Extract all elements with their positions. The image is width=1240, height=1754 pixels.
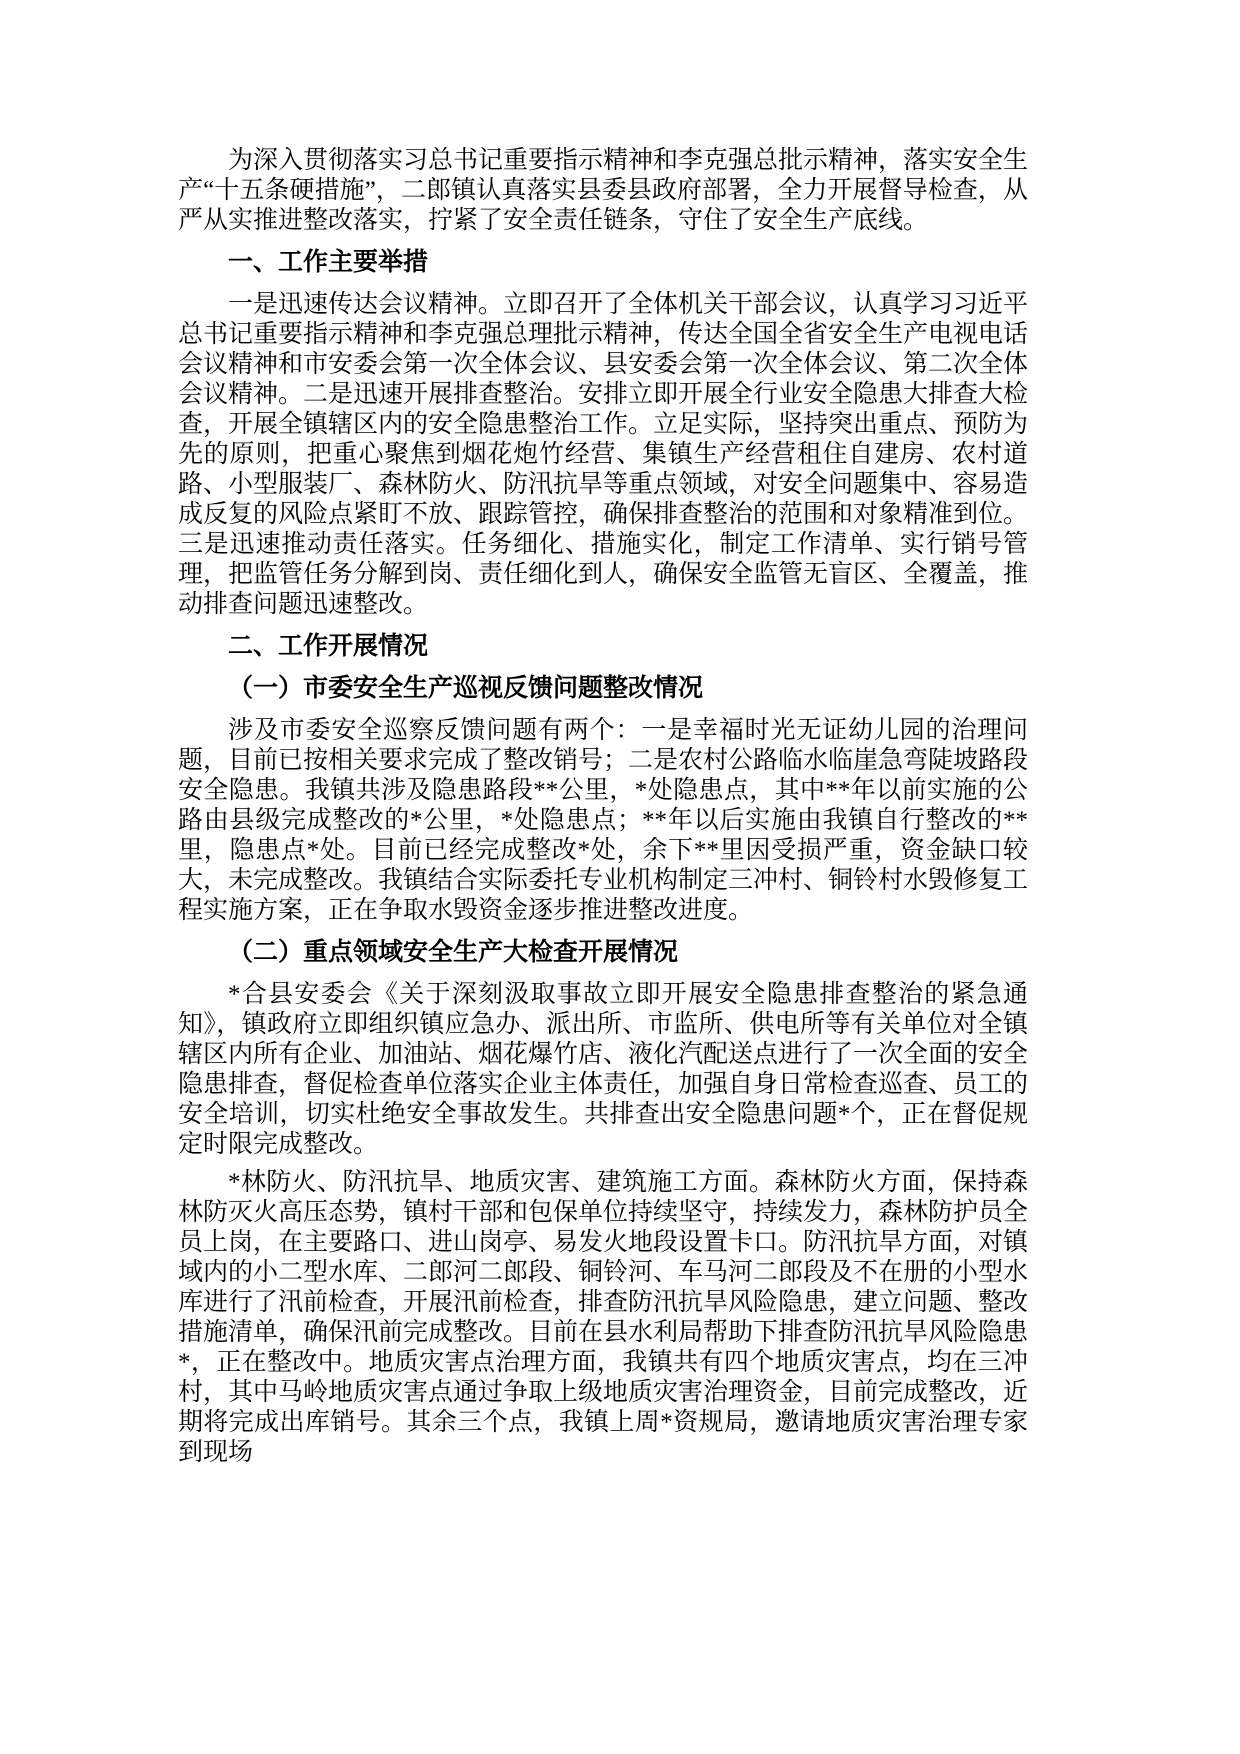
paragraph-fire-flood-geology: *林防火、防汛抗旱、地质灾害、建筑施工方面。森林防火方面，保持森林防灭火高压态势，镇村干部和包保单位持续坚守，持续发力，森林防护员全员上岗，在主要路口、进山岗亭、易发火地段设置卡口。防汛抗旱方面，对镇域内的小二型水库、二郎河二郎段、铜铃河、车马河二郎段及不在册的小型水库进行了汛前检查，开展汛前检查，排查防汛抗旱风险隐患，建立问题、整改措施清单，确保汛前完成整改。目前在县水利局帮助下排查防汛抗旱风险隐患*，正在整改中。地质灾害点治理方面，我镇共有四个地质灾害点，均在三冲村，其中马岭地质灾害点通过争取上级地质灾害治理资金，目前完成整改，近期将完成出库销号。其余三个点，我镇上周*资规局，邀请地质灾害治理专家到现场: [178, 1169, 1029, 1466]
paragraph-key-areas-check: *合县安委会《关于深刻汲取事故立即开展安全隐患排查整治的紧急通知》，镇政府立即组织镇应急办、派出所、市监所、供电所等有关单位对全镇辖区内所有企业、加油站、烟花爆竹店、液化汽配送点进行了一次全面的安全隐患排查，督促检查单位落实企业主体责任，加强自身日常检查巡查、员工的安全培训，切实杜绝安全事故发生。共排查出安全隐患问题*个，正在督促规定时限完成整改。: [178, 981, 1029, 1158]
paragraph-inspection-feedback: 涉及市委安全巡察反馈问题有两个：一是幸福时光无证幼儿园的治理问题，目前已按相关要求完成了整改销号；二是农村公路临水临崖急弯陡坡路段安全隐患。我镇共涉及隐患路段**公里，*处隐患点，其中**年以前实施的公路由县级完成整改的*公里，*处隐患点；**年以后实施由我镇自行整改的**里，隐患点*处。目前已经完成整改*处，余下**里因受损严重，资金缺口较大，未完成整改。我镇结合实际委托专业机构制定三冲村、铜铃村水毁修复工程实施方案，正在争取水毁资金逐步推进整改进度。: [178, 717, 1029, 924]
subsection-heading-inspection-feedback: （一）市委安全生产巡视反馈问题整改情况: [228, 675, 704, 702]
section-heading-main-measures: 一、工作主要举措: [228, 249, 429, 276]
paragraph-intro: 为深入贯彻落实习总书记重要指示精神和李克强总批示精神，落实安全生产“十五条硬措施”，二郎镇认真落实县委县政府部署，全力开展督导检查，从严从实推进整改落实，拧紧了安全责任链条，守住了安全生产底线。: [178, 147, 1029, 234]
subsection-heading-key-areas-check: （二）重点领域安全生产大检查开展情况: [228, 939, 679, 966]
paragraph-main-measures: 一是迅速传达会议精神。立即召开了全体机关干部会议，认真学习习近平总书记重要指示精神和李克强总理批示精神，传达全国全省安全生产电视电话会议精神和市安委会第一次全体会议、县安委会第一次全体会议、第二次全体会议精神。二是迅速开展排查整治。安排立即开展全行业安全隐患大排查大检查，开展全镇辖区内的安全隐患整治工作。立足实际，坚持突出重点、预防为先的原则，把重心聚焦到烟花炮竹经营、集镇生产经营租住自建房、农村道路、小型服装厂、森林防火、防汛抗旱等重点领域，对安全问题集中、容易造成反复的风险点紧盯不放、跟踪管控，确保排查整治的范围和对象精准到位。三是迅速推动责任落实。任务细化、措施实化，制定工作清单、实行销号管理，把监管任务分解到岗、责任细化到人，确保安全监管无盲区、全覆盖，推动排查问题迅速整改。: [178, 291, 1029, 618]
section-heading-work-progress: 二、工作开展情况: [228, 633, 429, 660]
